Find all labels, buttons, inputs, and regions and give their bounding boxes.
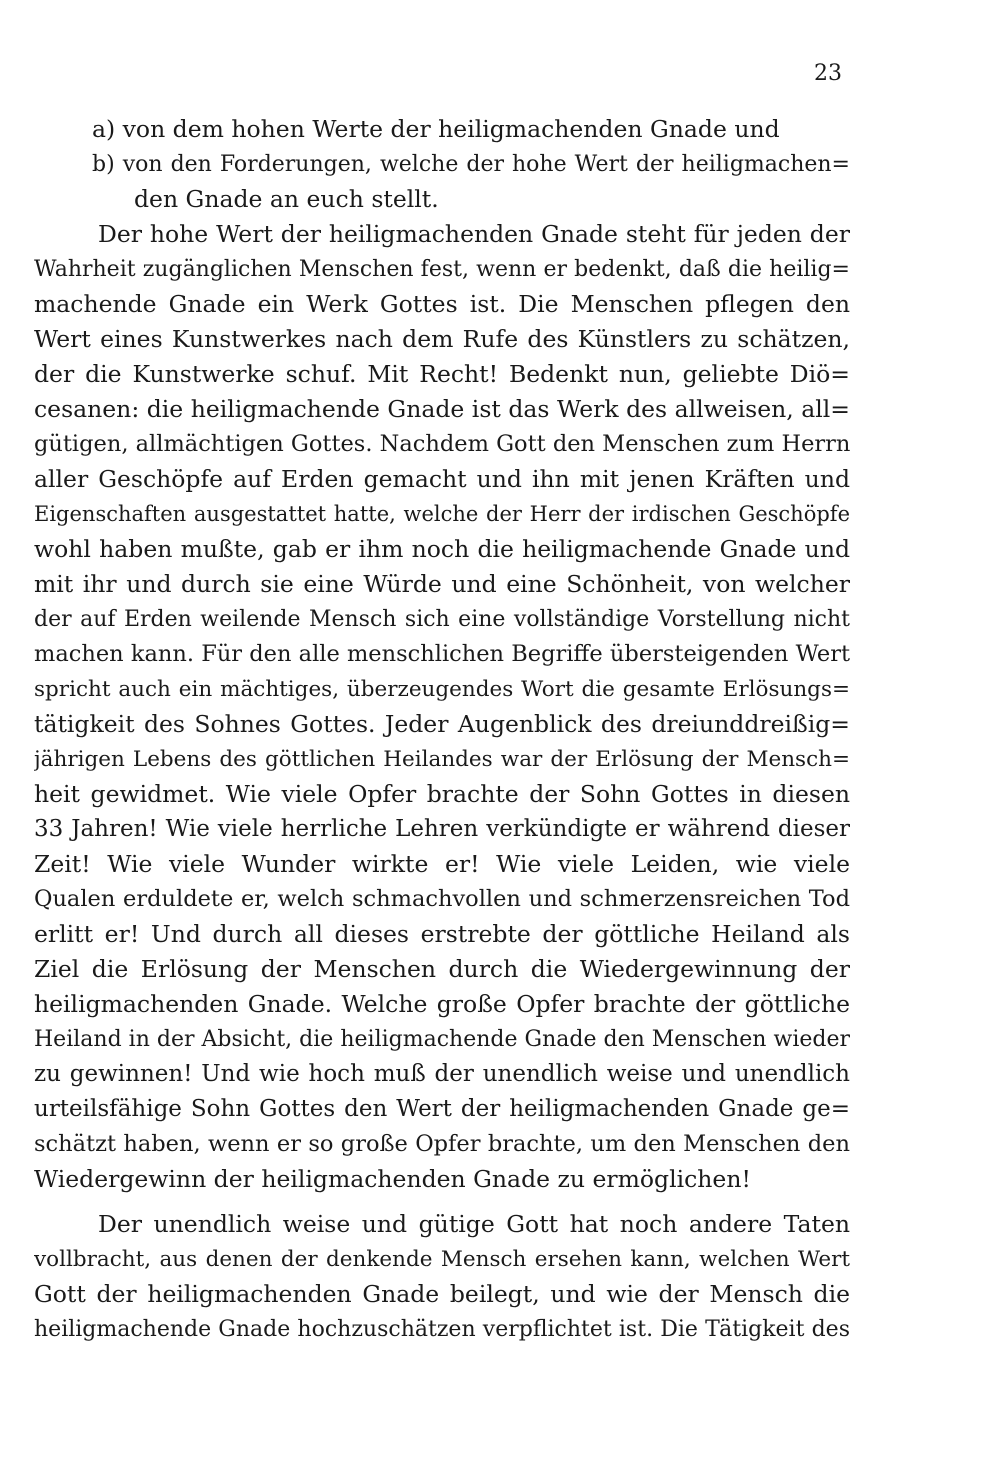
text-line: Wahrheit zugänglichen Menschen fest, wenn er bedenkt, daß die heilig= (34, 257, 850, 282)
text-line: heit gewidmet. Wie viele Opfer brachte der Sohn Gottes in diesen (34, 780, 850, 808)
text-line: vollbracht, aus denen der denkende Mensch ersehen kann, welchen Wert (34, 1247, 850, 1272)
text-line: heiligmachenden Gnade. Welche große Opfer brachte der göttliche (34, 990, 850, 1018)
list-item-a: a) von dem hohen Werte der heiligmachenden Gnade und (92, 115, 780, 143)
text-line: cesanen: die heiligmachende Gnade ist das Werk des allweisen, all= (34, 395, 850, 423)
list-item-b-continuation: den Gnade an euch stellt. (134, 185, 439, 213)
text-line: Eigenschaften ausgestattet hatte, welche der Herr der irdischen Geschöpfe (34, 502, 850, 526)
text-line: 33 Jahren! Wie viele herrliche Lehren verkündigte er während dieser (34, 816, 850, 842)
text-line: tätigkeit des Sohnes Gottes. Jeder Augenblick des dreiunddreißig= (34, 710, 850, 738)
text-line: Der hohe Wert der heiligmachenden Gnade steht für jeden der (98, 220, 850, 248)
text-line: Der unendlich weise und gütige Gott hat noch andere Taten (98, 1210, 850, 1238)
text-line: Wert eines Kunstwerkes nach dem Rufe des Künstlers zu schätzen, (34, 325, 850, 353)
text-line: spricht auch ein mächtiges, überzeugendes Wort die gesamte Erlösungs= (34, 677, 850, 702)
text-line: Zeit! Wie viele Wunder wirkte er! Wie viele Leiden, wie viele (34, 850, 850, 878)
text-line: jährigen Lebens des göttlichen Heilandes war der Erlösung der Mensch= (34, 747, 850, 772)
text-line-paragraph-end: Wiedergewinn der heiligmachenden Gnade zu ermöglichen! (34, 1165, 751, 1193)
text-line: Qualen erduldete er, welch schmachvollen und schmerzensreichen Tod (34, 886, 850, 912)
text-line: der die Kunstwerke schuf. Mit Recht! Bedenkt nun, geliebte Diö= (34, 360, 850, 388)
text-line: Heiland in der Absicht, die heiligmachende Gnade den Menschen wieder (34, 1027, 850, 1052)
paragraph-gap (34, 1197, 850, 1207)
text-line: machende Gnade ein Werk Gottes ist. Die Menschen pflegen den (34, 290, 850, 318)
text-line: erlitt er! Und durch all dieses erstrebte der göttliche Heiland als (34, 920, 850, 948)
text-line: aller Geschöpfe auf Erden gemacht und ihn mit jenen Kräften und (34, 465, 850, 493)
page-number: 23 (814, 61, 842, 86)
text-line: Gott der heiligmachenden Gnade beilegt, und wie der Mensch die (34, 1280, 850, 1308)
text-line: der auf Erden weilende Mensch sich eine vollständige Vorstellung nicht (34, 607, 850, 632)
text-line: mit ihr und durch sie eine Würde und eine Schönheit, von welcher (34, 570, 850, 598)
text-line: gütigen, allmächtigen Gottes. Nachdem Gott den Menschen zum Herrn (34, 431, 850, 457)
body-text (34, 112, 850, 1347)
text-line: machen kann. Für den alle menschlichen Begriffe übersteigenden Wert (34, 641, 850, 667)
text-line: schätzt haben, wenn er so große Opfer brachte, um den Menschen den (34, 1131, 850, 1157)
text-line: zu gewinnen! Und wie hoch muß der unendlich weise und unendlich (34, 1061, 850, 1087)
text-line: heiligmachende Gnade hochzuschätzen verpflichtet ist. Die Tätigkeit des (34, 1317, 850, 1342)
text-line: Ziel die Erlösung der Menschen durch die Wiedergewinnung der (34, 955, 850, 983)
text-line: wohl haben mußte, gab er ihm noch die heiligmachende Gnade und (34, 535, 850, 563)
text-line: urteilsfähige Sohn Gottes den Wert der heiligmachenden Gnade ge= (34, 1096, 850, 1122)
list-item-b: b) von den Forderungen, welche der hohe Wert der heiligmachen= (92, 152, 850, 177)
